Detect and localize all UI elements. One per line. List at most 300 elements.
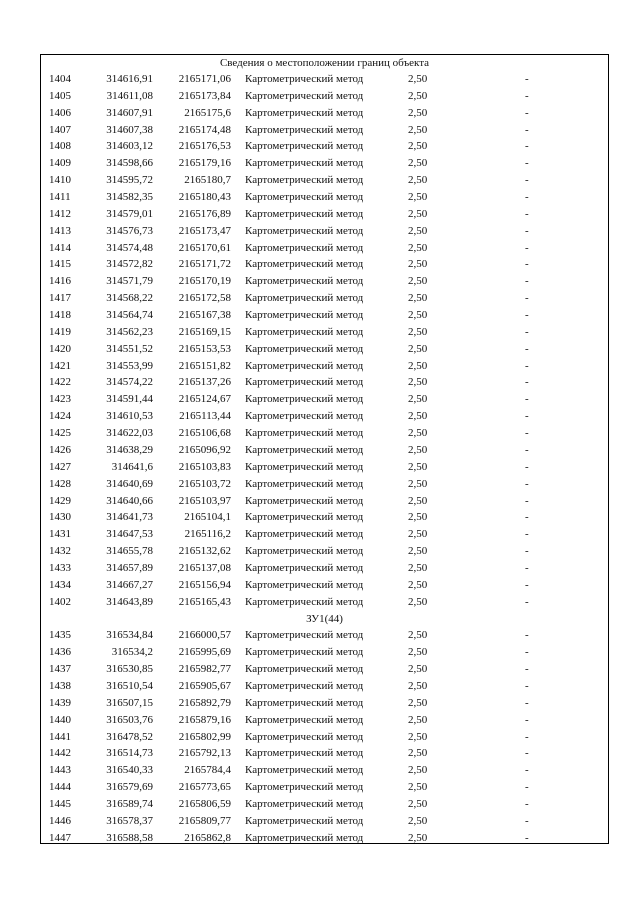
method: Картометрический метод bbox=[245, 764, 364, 777]
point-number: 1423 bbox=[49, 393, 71, 406]
point-number: 1440 bbox=[49, 713, 71, 726]
method: Картометрический метод bbox=[245, 89, 364, 102]
coord-y: 2166000,57 bbox=[178, 629, 231, 642]
precision: 2,50 bbox=[408, 325, 428, 338]
coord-y: 2165116,2 bbox=[184, 528, 231, 541]
description: - bbox=[525, 629, 529, 642]
coord-y: 2165176,89 bbox=[178, 207, 231, 220]
coord-x: 316534,2 bbox=[111, 646, 153, 659]
point-number: 1415 bbox=[49, 258, 71, 271]
precision: 2,50 bbox=[408, 528, 428, 541]
coord-x: 316540,33 bbox=[106, 764, 153, 777]
coord-x: 316579,69 bbox=[106, 781, 153, 794]
table-row bbox=[41, 712, 608, 729]
coord-x: 314553,99 bbox=[106, 359, 153, 372]
point-number: 1446 bbox=[49, 814, 71, 827]
precision: 2,50 bbox=[408, 578, 428, 591]
coord-y: 2165103,97 bbox=[178, 494, 231, 507]
coord-y: 2165137,08 bbox=[178, 561, 231, 574]
table-row bbox=[41, 408, 608, 425]
table-row bbox=[41, 627, 608, 644]
coord-x: 314641,6 bbox=[111, 460, 153, 473]
coord-y: 2165173,84 bbox=[178, 89, 231, 102]
description: - bbox=[525, 663, 529, 676]
table-row bbox=[41, 678, 608, 695]
coord-y: 2165151,82 bbox=[178, 359, 231, 372]
coord-x: 314571,79 bbox=[106, 275, 153, 288]
coord-y: 2165982,77 bbox=[178, 663, 231, 676]
coord-y: 2165096,92 bbox=[178, 443, 231, 456]
method: Картометрический метод bbox=[245, 73, 364, 85]
point-number: 1404 bbox=[49, 73, 71, 85]
method: Картометрический метод bbox=[245, 781, 364, 794]
method: Картометрический метод bbox=[245, 123, 364, 136]
precision: 2,50 bbox=[408, 224, 428, 237]
coord-y: 2165180,43 bbox=[178, 191, 231, 204]
method: Картометрический метод bbox=[245, 157, 364, 170]
method: Картометрический метод bbox=[245, 545, 364, 558]
method: Картометрический метод bbox=[245, 561, 364, 574]
description: - bbox=[525, 427, 529, 440]
coord-x: 314579,01 bbox=[106, 207, 153, 220]
precision: 2,50 bbox=[408, 764, 428, 777]
method: Картометрический метод bbox=[245, 528, 364, 541]
method: Картометрический метод bbox=[245, 663, 364, 676]
coord-y: 2165103,83 bbox=[178, 460, 231, 473]
precision: 2,50 bbox=[408, 174, 428, 187]
precision: 2,50 bbox=[408, 443, 428, 456]
method: Картометрический метод bbox=[245, 797, 364, 810]
coord-x: 316503,76 bbox=[106, 713, 153, 726]
table-row bbox=[41, 206, 608, 223]
table-row bbox=[41, 88, 608, 105]
table-row bbox=[41, 324, 608, 341]
method: Картометрический метод bbox=[245, 443, 364, 456]
coord-y: 2165170,61 bbox=[178, 241, 231, 254]
description: - bbox=[525, 679, 529, 692]
point-number: 1416 bbox=[49, 275, 71, 288]
table-row bbox=[41, 256, 608, 273]
description: - bbox=[525, 325, 529, 338]
point-number: 1435 bbox=[49, 629, 71, 642]
coord-x: 314611,08 bbox=[106, 89, 153, 102]
coord-y: 2165104,1 bbox=[184, 511, 231, 524]
point-number: 1425 bbox=[49, 427, 71, 440]
description: - bbox=[525, 494, 529, 507]
table-row bbox=[41, 476, 608, 493]
coord-y: 2165171,06 bbox=[178, 73, 231, 85]
method: Картометрический метод bbox=[245, 140, 364, 153]
description: - bbox=[525, 646, 529, 659]
point-number: 1441 bbox=[49, 730, 71, 743]
coord-y: 2165179,16 bbox=[178, 157, 231, 170]
method: Картометрический метод bbox=[245, 359, 364, 372]
table-row bbox=[41, 122, 608, 139]
coord-y: 2165995,69 bbox=[178, 646, 231, 659]
coord-x: 314551,52 bbox=[106, 342, 153, 355]
description: - bbox=[525, 764, 529, 777]
point-number: 1409 bbox=[49, 157, 71, 170]
description: - bbox=[525, 831, 529, 844]
table-row bbox=[41, 493, 608, 510]
method: Картометрический метод bbox=[245, 224, 364, 237]
point-number: 1412 bbox=[49, 207, 71, 220]
method: Картометрический метод bbox=[245, 629, 364, 642]
table-row bbox=[41, 138, 608, 155]
table-row bbox=[41, 661, 608, 678]
point-number: 1447 bbox=[49, 831, 71, 844]
table-row bbox=[41, 509, 608, 526]
precision: 2,50 bbox=[408, 797, 428, 810]
coord-x: 314562,23 bbox=[106, 325, 153, 338]
description: - bbox=[525, 561, 529, 574]
precision: 2,50 bbox=[408, 393, 428, 406]
point-number: 1438 bbox=[49, 679, 71, 692]
coord-y: 2165124,67 bbox=[178, 393, 231, 406]
precision: 2,50 bbox=[408, 410, 428, 423]
point-number: 1430 bbox=[49, 511, 71, 524]
point-number: 1410 bbox=[49, 174, 71, 187]
precision: 2,50 bbox=[408, 477, 428, 490]
coord-x: 316589,74 bbox=[106, 797, 153, 810]
method: Картометрический метод bbox=[245, 831, 364, 844]
precision: 2,50 bbox=[408, 241, 428, 254]
method: Картометрический метод bbox=[245, 342, 364, 355]
description: - bbox=[525, 595, 529, 608]
coord-y: 2165169,15 bbox=[178, 325, 231, 338]
coord-y: 2165175,6 bbox=[184, 106, 231, 119]
description: - bbox=[525, 140, 529, 153]
coord-x: 314643,89 bbox=[106, 595, 153, 608]
description: - bbox=[525, 797, 529, 810]
precision: 2,50 bbox=[408, 561, 428, 574]
method: Картометрический метод bbox=[245, 595, 364, 608]
coord-x: 314598,66 bbox=[106, 157, 153, 170]
point-number: 1421 bbox=[49, 359, 71, 372]
description: - bbox=[525, 460, 529, 473]
coord-x: 316588,58 bbox=[106, 831, 153, 844]
coord-x: 314591,44 bbox=[106, 393, 153, 406]
description: - bbox=[525, 578, 529, 591]
point-number: 1402 bbox=[49, 595, 71, 608]
precision: 2,50 bbox=[408, 730, 428, 743]
method: Картометрический метод bbox=[245, 241, 364, 254]
precision: 2,50 bbox=[408, 157, 428, 170]
point-number: 1443 bbox=[49, 764, 71, 777]
point-number: 1427 bbox=[49, 460, 71, 473]
coord-x: 314603,12 bbox=[106, 140, 153, 153]
table-row bbox=[41, 442, 608, 459]
section-label: ЗУ1(44) bbox=[306, 613, 343, 626]
point-number: 1426 bbox=[49, 443, 71, 456]
method: Картометрический метод bbox=[245, 292, 364, 305]
point-number: 1439 bbox=[49, 696, 71, 709]
description: - bbox=[525, 89, 529, 102]
description: - bbox=[525, 73, 529, 85]
coord-y: 2165176,53 bbox=[178, 140, 231, 153]
point-number: 1406 bbox=[49, 106, 71, 119]
description: - bbox=[525, 224, 529, 237]
coord-y: 2165172,58 bbox=[178, 292, 231, 305]
coord-y: 2165892,79 bbox=[178, 696, 231, 709]
point-number: 1408 bbox=[49, 140, 71, 153]
description: - bbox=[525, 730, 529, 743]
description: - bbox=[525, 123, 529, 136]
precision: 2,50 bbox=[408, 106, 428, 119]
precision: 2,50 bbox=[408, 511, 428, 524]
point-number: 1414 bbox=[49, 241, 71, 254]
description: - bbox=[525, 511, 529, 524]
table-row bbox=[41, 358, 608, 375]
table-row bbox=[41, 341, 608, 358]
precision: 2,50 bbox=[408, 460, 428, 473]
precision: 2,50 bbox=[408, 427, 428, 440]
coord-y: 2165153,53 bbox=[178, 342, 231, 355]
table-row bbox=[41, 391, 608, 408]
precision: 2,50 bbox=[408, 679, 428, 692]
coord-x: 314572,82 bbox=[106, 258, 153, 271]
description: - bbox=[525, 477, 529, 490]
coord-y: 2165809,77 bbox=[178, 814, 231, 827]
precision: 2,50 bbox=[408, 89, 428, 102]
point-number: 1428 bbox=[49, 477, 71, 490]
table-row bbox=[41, 273, 608, 290]
coord-y: 2165165,43 bbox=[178, 595, 231, 608]
coord-y: 2165173,47 bbox=[178, 224, 231, 237]
point-number: 1436 bbox=[49, 646, 71, 659]
point-number: 1429 bbox=[49, 494, 71, 507]
table-row bbox=[41, 526, 608, 543]
precision: 2,50 bbox=[408, 747, 428, 760]
method: Картометрический метод bbox=[245, 376, 364, 389]
description: - bbox=[525, 207, 529, 220]
method: Картометрический метод bbox=[245, 174, 364, 187]
coord-x: 314564,74 bbox=[106, 309, 153, 322]
table-row bbox=[41, 813, 608, 830]
description: - bbox=[525, 410, 529, 423]
precision: 2,50 bbox=[408, 494, 428, 507]
method: Картометрический метод bbox=[245, 207, 364, 220]
point-number: 1413 bbox=[49, 224, 71, 237]
method: Картометрический метод bbox=[245, 258, 364, 271]
method: Картометрический метод bbox=[245, 393, 364, 406]
method: Картометрический метод bbox=[245, 309, 364, 322]
method: Картометрический метод bbox=[245, 106, 364, 119]
coord-y: 2165171,72 bbox=[178, 258, 231, 271]
point-number: 1432 bbox=[49, 545, 71, 558]
table-row bbox=[41, 290, 608, 307]
description: - bbox=[525, 359, 529, 372]
coord-y: 2165106,68 bbox=[178, 427, 231, 440]
coord-x: 316578,37 bbox=[106, 814, 153, 827]
description: - bbox=[525, 275, 529, 288]
method: Картометрический метод bbox=[245, 511, 364, 524]
table-row bbox=[41, 543, 608, 560]
precision: 2,50 bbox=[408, 342, 428, 355]
description: - bbox=[525, 814, 529, 827]
description: - bbox=[525, 545, 529, 558]
precision: 2,50 bbox=[408, 814, 428, 827]
point-number: 1422 bbox=[49, 376, 71, 389]
point-number: 1417 bbox=[49, 292, 71, 305]
point-number: 1405 bbox=[49, 89, 71, 102]
coord-y: 2165156,94 bbox=[178, 578, 231, 591]
description: - bbox=[525, 713, 529, 726]
table-row bbox=[41, 189, 608, 206]
precision: 2,50 bbox=[408, 207, 428, 220]
precision: 2,50 bbox=[408, 831, 428, 844]
coord-x: 316514,73 bbox=[106, 747, 153, 760]
table-row bbox=[41, 762, 608, 779]
table-row bbox=[41, 560, 608, 577]
coord-x: 314607,91 bbox=[106, 106, 153, 119]
table-title: Сведения о местоположении границ объекта bbox=[219, 57, 430, 69]
coord-y: 2165103,72 bbox=[178, 477, 231, 490]
boundary-table bbox=[40, 54, 609, 844]
precision: 2,50 bbox=[408, 629, 428, 642]
method: Картометрический метод bbox=[245, 191, 364, 204]
precision: 2,50 bbox=[408, 781, 428, 794]
description: - bbox=[525, 443, 529, 456]
coord-y: 2165137,26 bbox=[178, 376, 231, 389]
table-row bbox=[41, 577, 608, 594]
coord-y: 2165879,16 bbox=[178, 713, 231, 726]
table-row bbox=[41, 307, 608, 324]
coord-y: 2165113,44 bbox=[179, 410, 231, 423]
coord-x: 314655,78 bbox=[106, 545, 153, 558]
precision: 2,50 bbox=[408, 73, 428, 85]
point-number: 1434 bbox=[49, 578, 71, 591]
precision: 2,50 bbox=[408, 696, 428, 709]
precision: 2,50 bbox=[408, 376, 428, 389]
method: Картометрический метод bbox=[245, 730, 364, 743]
description: - bbox=[525, 241, 529, 254]
coord-x: 314667,27 bbox=[106, 578, 153, 591]
precision: 2,50 bbox=[408, 191, 428, 204]
coord-y: 2165167,38 bbox=[178, 309, 231, 322]
method: Картометрический метод bbox=[245, 325, 364, 338]
coord-x: 314574,48 bbox=[106, 241, 153, 254]
description: - bbox=[525, 191, 529, 204]
table-row bbox=[41, 172, 608, 189]
table-row bbox=[41, 796, 608, 813]
table-row bbox=[41, 779, 608, 796]
description: - bbox=[525, 106, 529, 119]
method: Картометрический метод bbox=[245, 477, 364, 490]
precision: 2,50 bbox=[408, 713, 428, 726]
description: - bbox=[525, 157, 529, 170]
point-number: 1431 bbox=[49, 528, 71, 541]
precision: 2,50 bbox=[408, 258, 428, 271]
description: - bbox=[525, 309, 529, 322]
method: Картометрический метод bbox=[245, 578, 364, 591]
table-row bbox=[41, 240, 608, 257]
description: - bbox=[525, 376, 529, 389]
coord-x: 316534,84 bbox=[106, 629, 153, 642]
description: - bbox=[525, 781, 529, 794]
table-row bbox=[41, 374, 608, 391]
coord-x: 314647,53 bbox=[106, 528, 153, 541]
table-row bbox=[41, 155, 608, 172]
point-number: 1418 bbox=[49, 309, 71, 322]
method: Картометрический метод bbox=[245, 814, 364, 827]
precision: 2,50 bbox=[408, 123, 428, 136]
point-number: 1420 bbox=[49, 342, 71, 355]
coord-x: 314640,69 bbox=[106, 477, 153, 490]
coord-y: 2165170,19 bbox=[178, 275, 231, 288]
table-row bbox=[41, 830, 608, 847]
coord-x: 316478,52 bbox=[106, 730, 153, 743]
coord-x: 314640,66 bbox=[106, 494, 153, 507]
method: Картометрический метод bbox=[245, 410, 364, 423]
precision: 2,50 bbox=[408, 292, 428, 305]
table-row bbox=[41, 745, 608, 762]
description: - bbox=[525, 696, 529, 709]
coord-y: 2165180,7 bbox=[184, 174, 231, 187]
precision: 2,50 bbox=[408, 595, 428, 608]
description: - bbox=[525, 292, 529, 305]
table-row bbox=[41, 223, 608, 240]
coord-y: 2165784,4 bbox=[184, 764, 231, 777]
coord-x: 314641,73 bbox=[106, 511, 153, 524]
coord-x: 314574,22 bbox=[106, 376, 153, 389]
coord-x: 314568,22 bbox=[106, 292, 153, 305]
table-row bbox=[41, 644, 608, 661]
method: Картометрический метод bbox=[245, 696, 364, 709]
coord-x: 316507,15 bbox=[106, 696, 153, 709]
table-row bbox=[41, 729, 608, 746]
coord-y: 2165174,48 bbox=[178, 123, 231, 136]
table-row bbox=[41, 459, 608, 476]
coord-x: 314582,35 bbox=[106, 191, 153, 204]
coord-y: 2165773,65 bbox=[178, 781, 231, 794]
method: Картометрический метод bbox=[245, 679, 364, 692]
description: - bbox=[525, 528, 529, 541]
coord-x: 316510,54 bbox=[106, 679, 153, 692]
point-number: 1433 bbox=[49, 561, 71, 574]
point-number: 1419 bbox=[49, 325, 71, 338]
coord-x: 314610,53 bbox=[106, 410, 153, 423]
coord-x: 314595,72 bbox=[106, 174, 153, 187]
coord-y: 2165132,62 bbox=[178, 545, 231, 558]
table-row bbox=[41, 425, 608, 442]
precision: 2,50 bbox=[408, 359, 428, 372]
method: Картометрический метод bbox=[245, 494, 364, 507]
point-number: 1444 bbox=[49, 781, 71, 794]
precision: 2,50 bbox=[408, 140, 428, 153]
method: Картометрический метод bbox=[245, 713, 364, 726]
description: - bbox=[525, 393, 529, 406]
coord-x: 314616,91 bbox=[106, 73, 153, 85]
table-row bbox=[41, 71, 608, 88]
table-row bbox=[41, 594, 608, 611]
coord-x: 314576,73 bbox=[106, 224, 153, 237]
method: Картометрический метод bbox=[245, 460, 364, 473]
coord-y: 2165802,99 bbox=[178, 730, 231, 743]
coord-y: 2165792,13 bbox=[178, 747, 231, 760]
precision: 2,50 bbox=[408, 309, 428, 322]
point-number: 1411 bbox=[49, 191, 71, 204]
method: Картометрический метод bbox=[245, 427, 364, 440]
coord-y: 2165862,8 bbox=[184, 831, 231, 844]
coord-x: 316530,85 bbox=[106, 663, 153, 676]
description: - bbox=[525, 174, 529, 187]
point-number: 1445 bbox=[49, 797, 71, 810]
coord-y: 2165806,59 bbox=[178, 797, 231, 810]
description: - bbox=[525, 747, 529, 760]
coord-x: 314607,38 bbox=[106, 123, 153, 136]
table-row bbox=[41, 105, 608, 122]
